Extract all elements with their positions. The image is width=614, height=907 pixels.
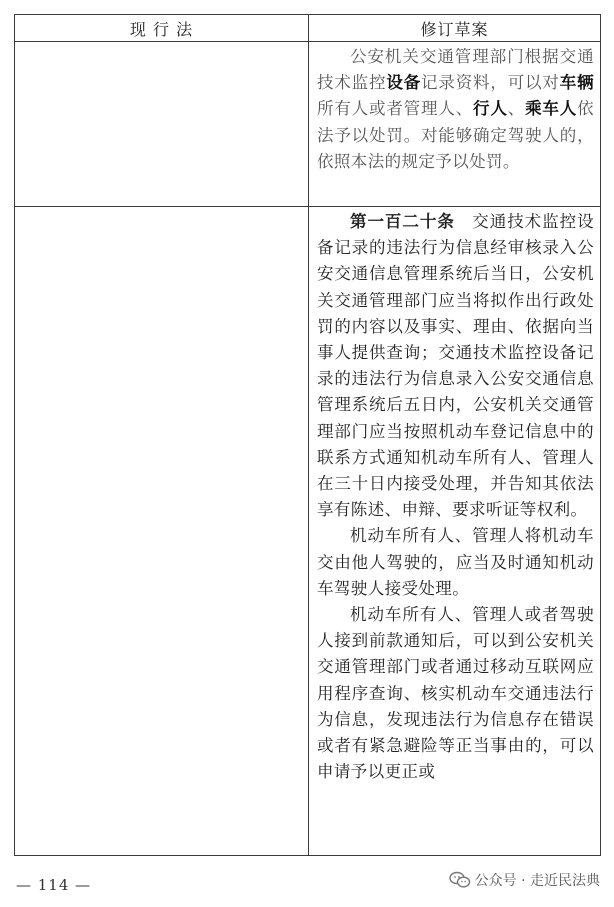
- draft-paragraph: 机动车所有人、管理人将机动车交由他人驾驶的，应当及时通知机动车驾驶人接受处理。: [317, 526, 594, 598]
- table-header-row: [15, 15, 601, 42]
- table-row: [15, 42, 601, 207]
- table-row: [15, 207, 601, 856]
- header-current-law: 现 行 法: [15, 15, 309, 42]
- comparison-table: [14, 14, 601, 856]
- cell-current-law: [15, 42, 309, 207]
- article-number: 第一百二十条: [350, 212, 455, 231]
- bold-text-segment: 乘车人: [525, 99, 578, 119]
- bold-text-segment: 设备: [386, 73, 422, 93]
- draft-paragraph: 机动车所有人、管理人或者驾驶人接到前款通知后，可以到公安机关交通管理部门或者通过移动互联网应用程序查询、核实机动车交通违法行为信息，发现违法行为信息存在错误或者有紧急避险等正当事由的，可以申请予以更正或: [317, 605, 594, 782]
- wechat-icon: [449, 871, 471, 889]
- cell-current-law: [15, 207, 309, 856]
- text-segment: 公安机关交通管理部门根据交通技术监控: [317, 47, 594, 93]
- draft-paragraph: [317, 44, 594, 175]
- text-segment: 所有人或者管理人、: [317, 99, 474, 119]
- text-segment: 、: [507, 99, 526, 119]
- page-number: — 114 —: [16, 876, 92, 894]
- article-120-paragraph: [317, 209, 594, 523]
- cell-revision-draft: [309, 207, 601, 856]
- watermark: [449, 870, 600, 890]
- cell-revision-draft: [309, 42, 601, 207]
- bold-text-segment: 行人: [473, 99, 508, 119]
- text-segment: 依法予以处罚。对能够确定驾驶人的，依照本法的规定予以处罚。: [317, 99, 594, 171]
- watermark-text: 公众号 · 走近民法典: [474, 873, 600, 889]
- article-body: 交通技术监控设备记录的违法行为信息经审核录入公安交通信息管理系统后当日，公安机关交通管理部门应当将拟作出行政处罚的内容以及事实、理由、依据向当事人提供查询；交通技术监控设备记录的违法行为信息录入公安交通信息管理系统后五日内，公安机关交通管理部门应当按照机动车登记信息中的联系方式通知机动车所有人、管理人在三十日内接受处理，并告知其依法享有陈述、申辩、要求听证等权利。: [317, 212, 594, 520]
- header-revision-draft: 修订草案: [309, 15, 601, 42]
- bold-text-segment: 车辆: [559, 73, 594, 93]
- text-segment: 记录资料，可以对: [421, 73, 560, 93]
